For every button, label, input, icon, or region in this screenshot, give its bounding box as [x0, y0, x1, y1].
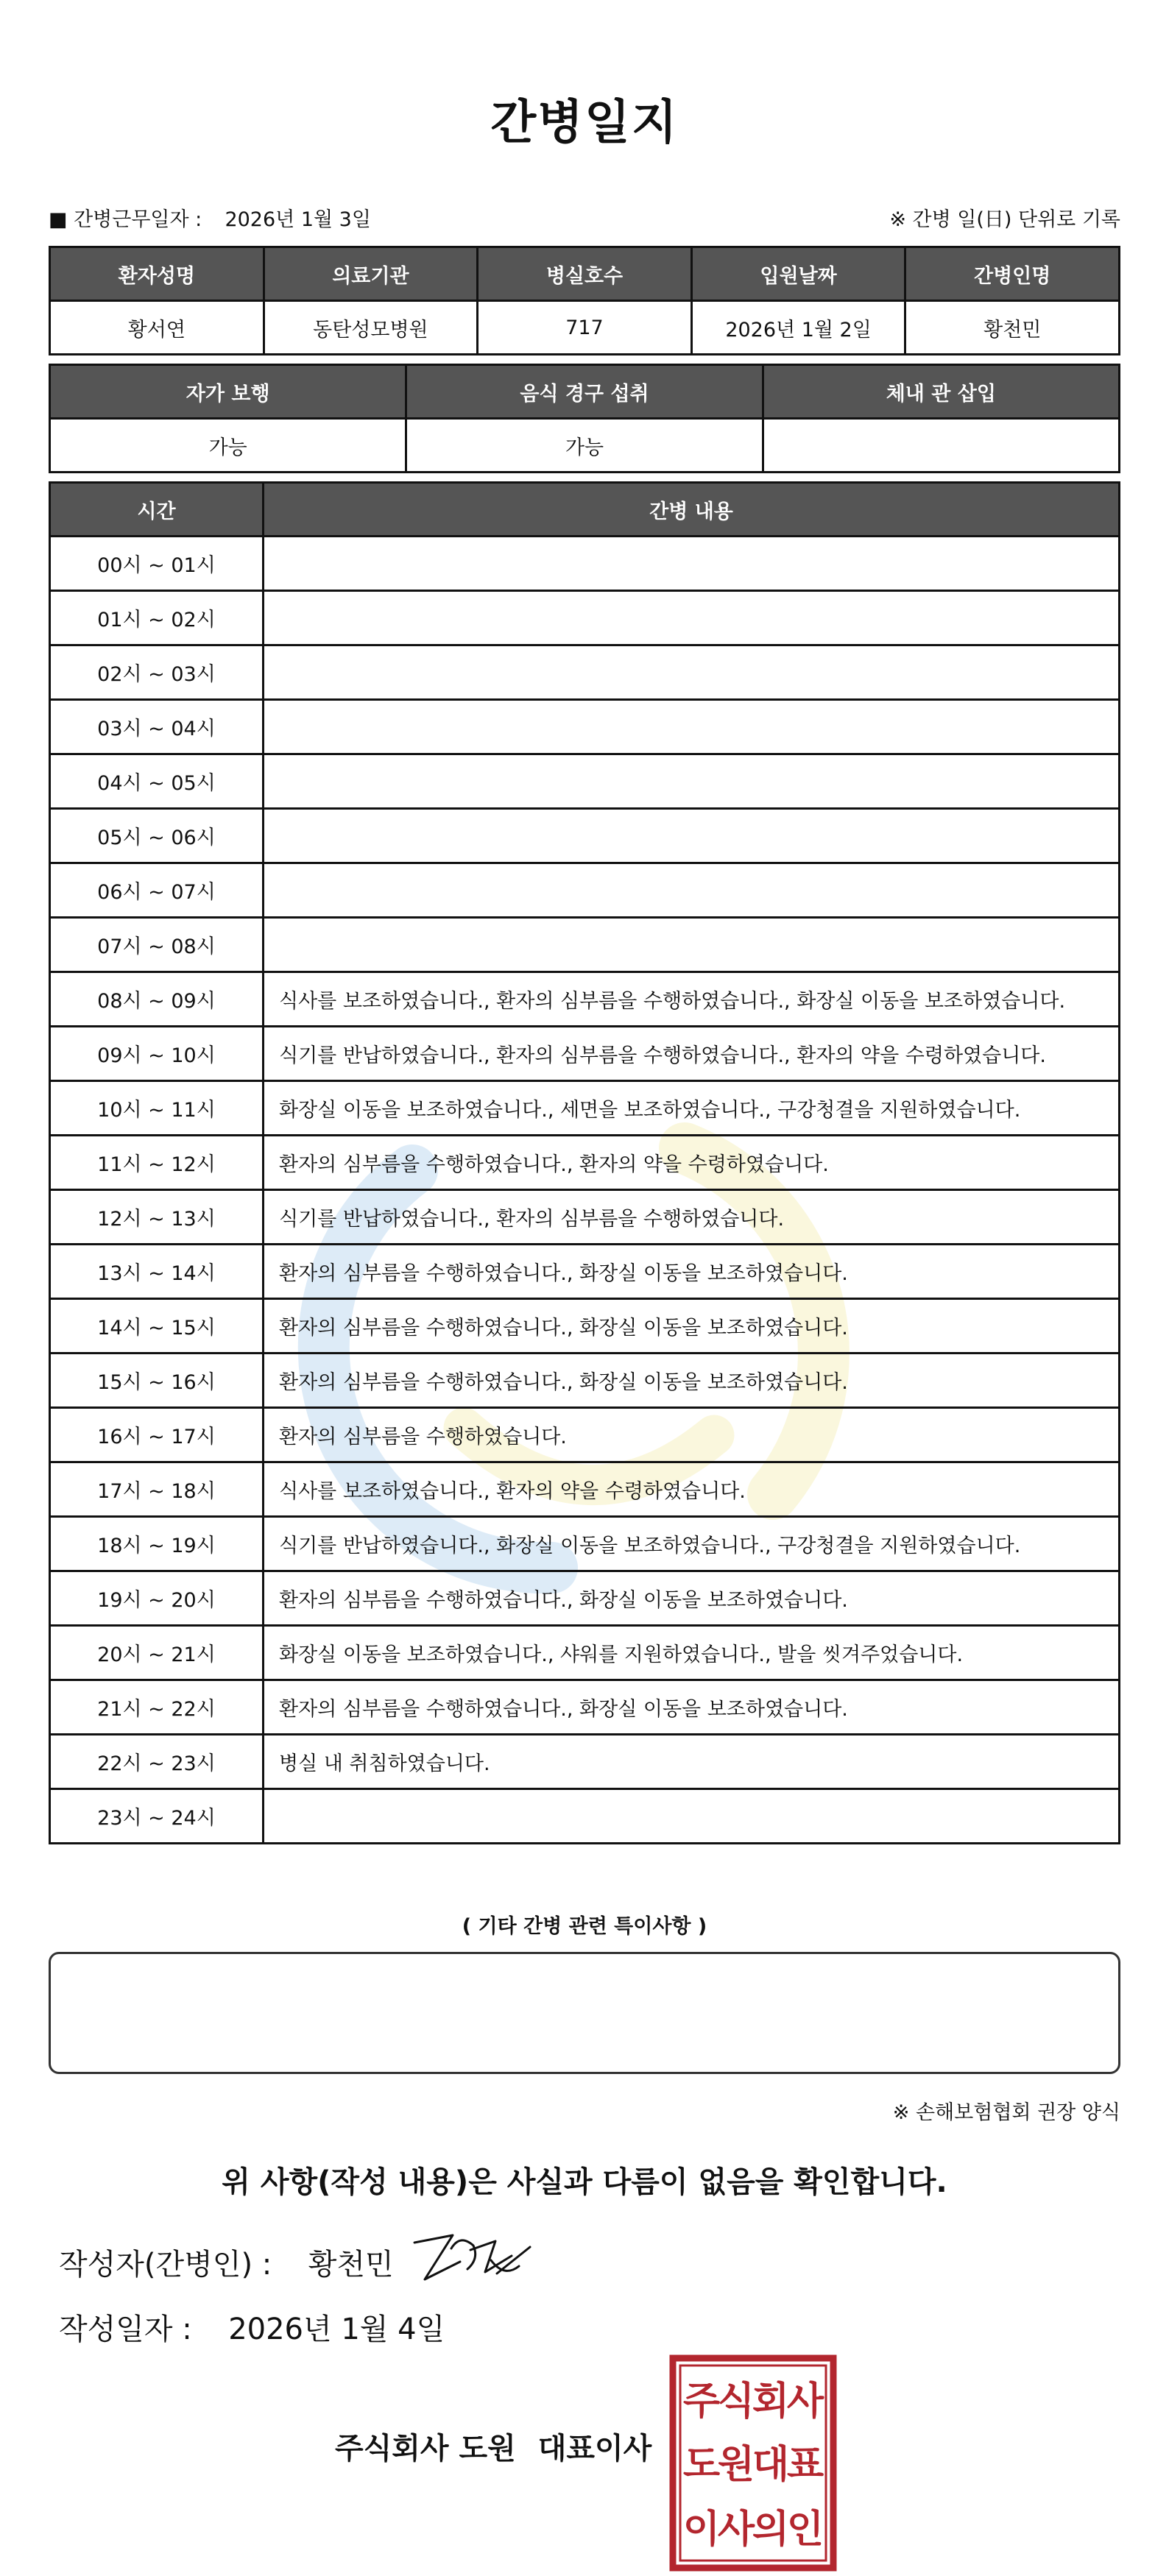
room-number: 717 — [478, 301, 692, 355]
caregiver-name: 황천민 — [905, 301, 1120, 355]
schedule-content-cell: 환자의 심부름을 수행하였습니다. — [264, 1408, 1120, 1462]
patient-name: 황서연 — [50, 301, 264, 355]
schedule-time-cell: 19시 ~ 20시 — [50, 1571, 264, 1626]
care-schedule-table — [49, 481, 1120, 1844]
schedule-content-cell — [264, 1789, 1120, 1844]
schedule-content-cell: 환자의 심부름을 수행하였습니다., 화장실 이동을 보조하였습니다. — [264, 1680, 1120, 1735]
schedule-content-cell: 식기를 반납하였습니다., 화장실 이동을 보조하였습니다., 구강청결을 지원하였습니다. — [264, 1517, 1120, 1571]
oral-intake-value: 가능 — [406, 419, 763, 473]
schedule-row — [50, 1081, 1120, 1136]
schedule-row — [50, 1626, 1120, 1680]
header-room-number: 병실호수 — [478, 247, 692, 301]
svg-text:주: 주 — [682, 2379, 721, 2424]
company-signature-line — [335, 2425, 651, 2467]
written-date-value: 2026년 1월 4일 — [228, 2313, 445, 2346]
unit-note: ※ 간병 일(日) 단위로 기록 — [889, 208, 1120, 231]
header-patient-name: 환자성명 — [50, 247, 264, 301]
schedule-content-cell: 식기를 반납하였습니다., 환자의 심부름을 수행하였습니다., 환자의 약을 수령하였습니다. — [264, 1027, 1120, 1081]
schedule-row — [50, 1789, 1120, 1844]
schedule-row — [50, 918, 1120, 972]
svg-text:회: 회 — [752, 2379, 790, 2424]
patient-info-header-row — [50, 247, 1120, 301]
schedule-time-cell: 01시 ~ 02시 — [50, 591, 264, 645]
schedule-content-cell — [264, 700, 1120, 754]
written-date-label: 작성일자 : — [59, 2313, 192, 2346]
header-self-walking: 자가 보행 — [50, 365, 406, 419]
schedule-time-cell: 18시 ~ 19시 — [50, 1517, 264, 1571]
special-notes-box — [49, 1952, 1120, 2074]
schedule-time-cell: 23시 ~ 24시 — [50, 1789, 264, 1844]
tube-insertion-value — [763, 419, 1119, 473]
schedule-content-cell — [264, 863, 1120, 918]
company-role: 대표이사 — [537, 2432, 652, 2466]
header-hospital: 의료기관 — [264, 247, 478, 301]
schedule-row — [50, 1462, 1120, 1517]
svg-text:이: 이 — [682, 2508, 721, 2552]
company-name: 주식회사 도원 — [335, 2432, 516, 2466]
svg-text:대: 대 — [752, 2443, 790, 2487]
schedule-row — [50, 863, 1120, 918]
header-time: 시간 — [50, 483, 264, 537]
schedule-content-cell — [264, 809, 1120, 863]
schedule-time-cell: 06시 ~ 07시 — [50, 863, 264, 918]
schedule-row — [50, 1680, 1120, 1735]
schedule-time-cell: 16시 ~ 17시 — [50, 1408, 264, 1462]
admission-date: 2026년 1월 2일 — [691, 301, 905, 355]
schedule-content-cell — [264, 918, 1120, 972]
schedule-time-cell: 02시 ~ 03시 — [50, 645, 264, 700]
writer-name: 황천민 — [308, 2248, 394, 2282]
schedule-row — [50, 1299, 1120, 1354]
document-title: 간병일지 — [490, 96, 679, 150]
schedule-time-cell: 22시 ~ 23시 — [50, 1735, 264, 1789]
svg-text:표: 표 — [786, 2443, 824, 2487]
schedule-row — [50, 1408, 1120, 1462]
schedule-row — [50, 754, 1120, 809]
svg-text:사: 사 — [717, 2508, 755, 2552]
schedule-row — [50, 1571, 1120, 1626]
patient-status-table — [49, 364, 1120, 473]
schedule-row — [50, 1027, 1120, 1081]
schedule-content-cell: 화장실 이동을 보조하였습니다., 샤워를 지원하였습니다., 발을 씻겨주었습니다. — [264, 1626, 1120, 1680]
schedule-content-cell — [264, 645, 1120, 700]
company-seal-stamp — [668, 2354, 838, 2572]
schedule-row — [50, 645, 1120, 700]
schedule-content-cell: 환자의 심부름을 수행하였습니다., 환자의 약을 수령하였습니다. — [264, 1136, 1120, 1190]
writer-line — [59, 2241, 394, 2283]
schedule-row — [50, 1735, 1120, 1789]
handwritten-signature — [409, 2226, 534, 2293]
schedule-time-cell: 11시 ~ 12시 — [50, 1136, 264, 1190]
schedule-content-cell — [264, 591, 1120, 645]
header-admission-date: 입원날짜 — [691, 247, 905, 301]
svg-text:도: 도 — [682, 2443, 721, 2487]
patient-status-header-row — [50, 365, 1120, 419]
header-care-content: 간병 내용 — [264, 483, 1120, 537]
schedule-row — [50, 1517, 1120, 1571]
schedule-time-cell: 07시 ~ 08시 — [50, 918, 264, 972]
svg-text:식: 식 — [717, 2379, 755, 2424]
patient-info-value-row — [50, 301, 1120, 355]
schedule-body — [50, 537, 1120, 1844]
schedule-content-cell: 병실 내 취침하였습니다. — [264, 1735, 1120, 1789]
schedule-row — [50, 809, 1120, 863]
header-tube-insertion: 체내 관 삽입 — [763, 365, 1119, 419]
schedule-time-cell: 21시 ~ 22시 — [50, 1680, 264, 1735]
hospital-name: 동탄성모병원 — [264, 301, 478, 355]
schedule-time-cell: 08시 ~ 09시 — [50, 972, 264, 1027]
schedule-row — [50, 1245, 1120, 1299]
schedule-time-cell: 14시 ~ 15시 — [50, 1299, 264, 1354]
special-notes-title: ( 기타 간병 관련 특이사항 ) — [462, 1915, 707, 1938]
schedule-content-cell: 환자의 심부름을 수행하였습니다., 화장실 이동을 보조하였습니다. — [264, 1299, 1120, 1354]
schedule-row — [50, 591, 1120, 645]
confirmation-statement: 위 사항(작성 내용)은 사실과 다름이 없음을 확인합니다. — [222, 2165, 947, 2199]
written-date-line — [59, 2306, 445, 2348]
schedule-time-cell: 17시 ~ 18시 — [50, 1462, 264, 1517]
schedule-content-cell: 식기를 반납하였습니다., 환자의 심부름을 수행하였습니다. — [264, 1190, 1120, 1245]
schedule-content-cell — [264, 537, 1120, 591]
schedule-content-cell: 환자의 심부름을 수행하였습니다., 화장실 이동을 보조하였습니다. — [264, 1245, 1120, 1299]
schedule-time-cell: 15시 ~ 16시 — [50, 1354, 264, 1408]
schedule-header-row — [50, 483, 1120, 537]
schedule-row — [50, 1354, 1120, 1408]
writer-label: 작성자(간병인) : — [59, 2248, 272, 2282]
schedule-row — [50, 700, 1120, 754]
schedule-row — [50, 1136, 1120, 1190]
self-walking-value: 가능 — [50, 419, 406, 473]
schedule-content-cell: 식사를 보조하였습니다., 환자의 심부름을 수행하였습니다., 화장실 이동을 보조하였습니다. — [264, 972, 1120, 1027]
patient-info-table — [49, 246, 1120, 355]
header-oral-intake: 음식 경구 섭취 — [406, 365, 763, 419]
schedule-row — [50, 537, 1120, 591]
schedule-time-cell: 13시 ~ 14시 — [50, 1245, 264, 1299]
schedule-content-cell: 식사를 보조하였습니다., 환자의 약을 수령하였습니다. — [264, 1462, 1120, 1517]
patient-status-value-row — [50, 419, 1120, 473]
schedule-time-cell: 04시 ~ 05시 — [50, 754, 264, 809]
schedule-row — [50, 972, 1120, 1027]
schedule-time-cell: 12시 ~ 13시 — [50, 1190, 264, 1245]
schedule-row — [50, 1190, 1120, 1245]
schedule-content-cell — [264, 754, 1120, 809]
schedule-content-cell: 환자의 심부름을 수행하였습니다., 화장실 이동을 보조하였습니다. — [264, 1354, 1120, 1408]
svg-text:사: 사 — [786, 2379, 824, 2424]
schedule-content-cell: 환자의 심부름을 수행하였습니다., 화장실 이동을 보조하였습니다. — [264, 1571, 1120, 1626]
schedule-time-cell: 09시 ~ 10시 — [50, 1027, 264, 1081]
svg-text:의: 의 — [752, 2508, 790, 2552]
schedule-time-cell: 20시 ~ 21시 — [50, 1626, 264, 1680]
schedule-time-cell: 00시 ~ 01시 — [50, 537, 264, 591]
work-date-value: 2026년 1월 3일 — [225, 208, 371, 231]
work-date-line — [49, 203, 371, 232]
svg-text:인: 인 — [786, 2508, 824, 2552]
schedule-time-cell: 05시 ~ 06시 — [50, 809, 264, 863]
svg-text:원: 원 — [717, 2443, 755, 2487]
schedule-content-cell: 화장실 이동을 보조하였습니다., 세면을 보조하였습니다., 구강청결을 지원하였습니다. — [264, 1081, 1120, 1136]
association-note: ※ 손해보험협회 권장 양식 — [892, 2101, 1120, 2124]
header-caregiver-name: 간병인명 — [905, 247, 1120, 301]
schedule-time-cell: 10시 ~ 11시 — [50, 1081, 264, 1136]
work-date-label: ■ 간병근무일자 : — [49, 208, 202, 231]
schedule-time-cell: 03시 ~ 04시 — [50, 700, 264, 754]
